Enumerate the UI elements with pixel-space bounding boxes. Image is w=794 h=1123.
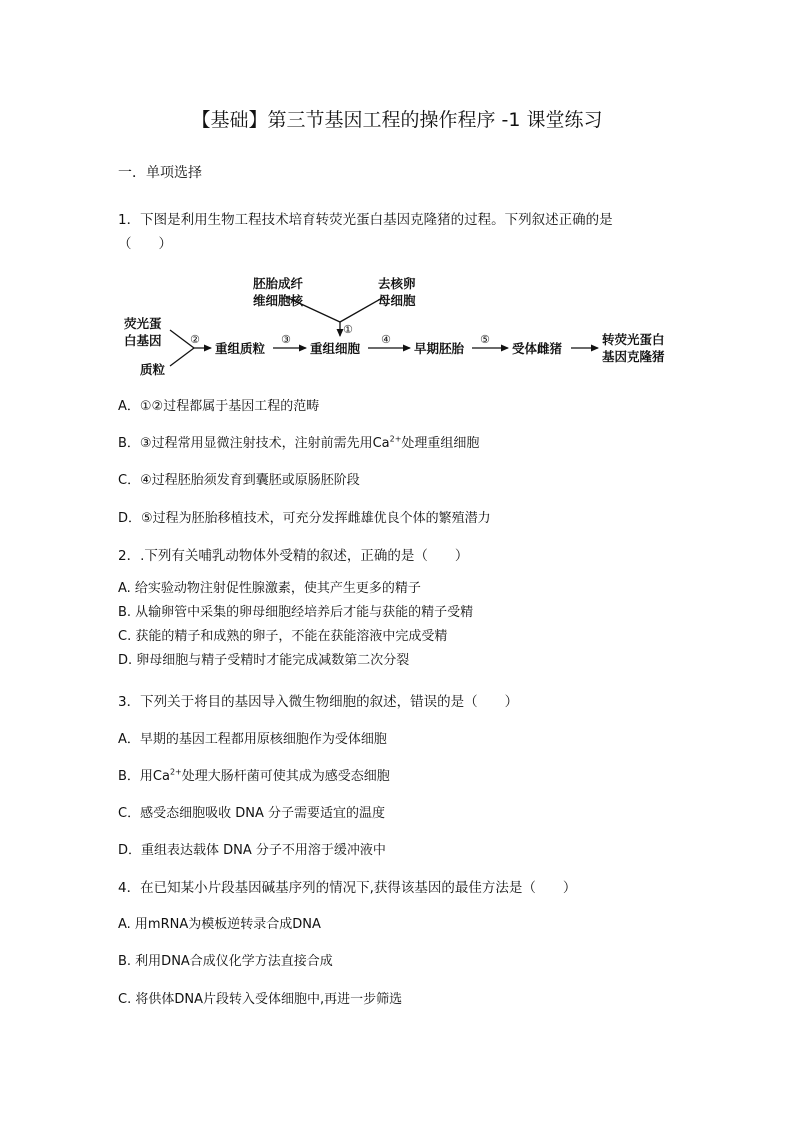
step-5-number: ⑤ — [480, 333, 490, 346]
q3-option-b-charge: 2+ — [169, 767, 182, 777]
line-plasmid — [170, 348, 194, 366]
question-3-stem: 3．下列关于将目的基因导入微生物细胞的叙述，错误的是（ ） — [118, 694, 519, 710]
q4-option-a: A. 用mRNA为模板逆转录合成DNA — [118, 917, 321, 932]
label-fibroblast-nucleus-1: 胚胎成纤 — [253, 276, 304, 291]
q1-option-b-charge: 2+ — [389, 434, 402, 444]
question-1-blank: （ ） — [118, 236, 172, 252]
q4-option-c: C. 将供体DNA片段转入受体细胞中,再进一步筛选 — [118, 992, 403, 1007]
question-2-stem: 2．.下列有关哺乳动物体外受精的叙述，正确的是（ ） — [118, 548, 469, 564]
q1-option-b-pre: B．③过程常用显微注射技术，注射前需先用Ca — [118, 436, 390, 451]
q3-option-c: C．感受态细胞吸收 DNA 分子需要适宜的温度 — [118, 806, 385, 821]
label-fluorescent-gene-1: 荧光蛋 — [124, 316, 162, 331]
q4-option-b: B. 利用DNA合成仪化学方法直接合成 — [118, 954, 333, 969]
q1-option-d: D．⑤过程为胚胎移植技术，可充分发挥雌雄优良个体的繁殖潜力 — [118, 511, 491, 526]
label-result-2: 基因克隆猪 — [602, 349, 665, 364]
q2-option-a: A. 给实验动物注射促性腺激素，使其产生更多的精子 — [118, 581, 421, 596]
question-4-stem: 4．在已知某小片段基因碱基序列的情况下,获得该基因的最佳方法是（ ） — [118, 880, 577, 896]
q1-option-b — [118, 432, 479, 451]
cloning-process-diagram — [118, 272, 678, 384]
section-heading: 一．单项选择 — [118, 165, 202, 181]
step-2-number: ② — [190, 333, 200, 346]
q1-option-c: C．④过程胚胎须发育到囊胚或原肠胚阶段 — [118, 473, 360, 488]
label-fluorescent-gene-2: 白基因 — [124, 333, 162, 348]
q1-option-b-post: 处理重组细胞 — [401, 436, 480, 451]
label-recipient-sow: 受体雌猪 — [512, 341, 563, 356]
q3-option-b — [118, 765, 390, 784]
label-enucleated-oocyte-2: 母细胞 — [378, 293, 416, 308]
label-recombinant-cell: 重组细胞 — [310, 341, 361, 356]
q3-option-b-post: 处理大肠杆菌可使其成为感受态细胞 — [181, 769, 390, 784]
q1-option-a: A．①②过程都属于基因工程的范畴 — [118, 399, 320, 414]
line-nucleus — [286, 297, 340, 322]
q3-option-d: D．重组表达载体 DNA 分子不用溶于缓冲液中 — [118, 843, 386, 858]
q3-option-a: A．早期的基因工程都用原核细胞作为受体细胞 — [118, 732, 387, 747]
q2-option-b: B. 从输卵管中采集的卵母细胞经培养后才能与获能的精子受精 — [118, 605, 474, 620]
question-1-stem: 1．下图是利用生物工程技术培育转荧光蛋白基因克隆猪的过程。下列叙述正确的是 — [118, 212, 613, 228]
label-result-1: 转荧光蛋白 — [602, 332, 665, 347]
label-enucleated-oocyte-1: 去核卵 — [378, 276, 416, 291]
label-recombinant-plasmid: 重组质粒 — [215, 341, 266, 356]
label-plasmid: 质粒 — [140, 362, 166, 377]
page-title: 【基础】第三节基因工程的操作程序 -1 课堂练习 — [191, 109, 603, 131]
step-3-number: ③ — [281, 333, 291, 346]
label-fibroblast-nucleus-2: 维细胞核 — [253, 293, 304, 308]
q2-option-d: D. 卵母细胞与精子受精时才能完成减数第二次分裂 — [118, 653, 410, 668]
label-early-embryo: 早期胚胎 — [414, 341, 465, 356]
step-4-number: ④ — [381, 333, 391, 346]
q2-option-c: C. 获能的精子和成熟的卵子，不能在获能溶液中完成受精 — [118, 629, 448, 644]
q3-option-b-pre: B．用Ca — [118, 769, 170, 784]
step-1-number: ① — [343, 323, 353, 336]
line-oocyte — [340, 297, 384, 322]
